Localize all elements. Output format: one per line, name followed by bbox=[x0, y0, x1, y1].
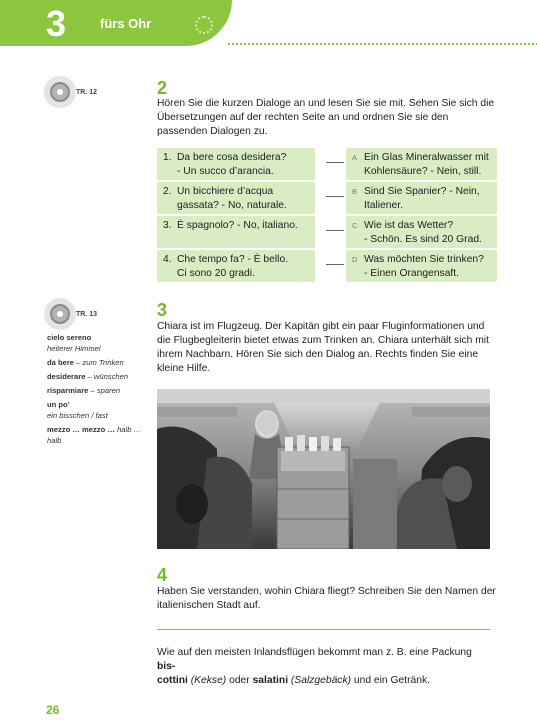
vocab-entry: risparmiare – sparen bbox=[47, 386, 121, 395]
cd-icon[interactable] bbox=[50, 82, 70, 102]
info-note: Wie auf den meisten Inlandsflügen bekommt man z. B. eine Packung bis- cottini (Kekse) oder salatini (Salzgebäck) und ein Getränk. bbox=[157, 647, 472, 686]
track-label: TR. 12 bbox=[76, 89, 98, 96]
dotted-circle-icon bbox=[195, 16, 213, 34]
translation-item: D Was möchten Sie trinken? - Einen Orangensaft. bbox=[346, 250, 497, 282]
dialogue-item: 4. Che tempo fa? - È bello. Ci sono 20 gradi. bbox=[157, 250, 315, 282]
answer-blank[interactable] bbox=[326, 162, 344, 163]
cd-icon[interactable] bbox=[50, 304, 70, 324]
chapter-header bbox=[0, 0, 232, 46]
exercise-number: 3 bbox=[157, 300, 168, 320]
translation-item: A Ein Glas Mineralwasser mit Kohlensäure? - Nein, still. bbox=[346, 148, 497, 180]
translation-item: C Wie ist das Wetter? - Schön. Es sind 20 Grad. bbox=[346, 216, 497, 248]
dialogue-item: 2. Un bicchiere d’acqua gassata? - No, naturale. bbox=[157, 182, 315, 214]
answer-blank[interactable] bbox=[326, 230, 344, 231]
page-number: 26 bbox=[46, 703, 60, 717]
translation-item: B Sind Sie Spanier? - Nein, Italiener. bbox=[346, 182, 497, 214]
exercise-instruction: Hören Sie die kurzen Dialoge an und lesen Sie sie mit. Sehen Sie sich die Übersetzungen auf der rechten Seite an und ordnen Sie sie den passenden Dialogen zu. bbox=[157, 98, 495, 137]
vocab-box bbox=[47, 332, 147, 446]
exercise-text: Chiara ist im Flugzeug. Der Kapitän gibt ein paar Fluginformationen und die Flugbegleiterin bietet etwas zum Trinken an. Chiara unterhält sich mit ihrem Nachbarn. Hören Sie sich den Dialog an. Rechts finden Sie eine kleine Hilfe. bbox=[157, 321, 489, 374]
header-dotted-line bbox=[228, 43, 537, 45]
airplane-cabin-photo bbox=[157, 389, 490, 549]
vocab-entry: desiderare – wünschen bbox=[47, 372, 129, 381]
vocab-entry: cielo sereno heiterer Himmel bbox=[47, 333, 101, 353]
vocab-entry: mezzo … mezzo … halb … halb bbox=[47, 425, 142, 445]
dialogue-item: 3. È spagnolo? - No, italiano. bbox=[157, 216, 315, 248]
chapter-title: fürs Ohr bbox=[100, 16, 152, 31]
exercise-text: Haben Sie verstanden, wohin Chiara fliegt? Schreiben Sie den Namen der italienischen Stadt auf. bbox=[157, 586, 496, 611]
vocab-entry: da bere – zum Trinken bbox=[47, 358, 124, 367]
track-label: TR. 13 bbox=[76, 311, 98, 318]
dialogue-item: 1. Da bere cosa desidera? - Un succo d’arancia. bbox=[157, 148, 315, 180]
divider bbox=[157, 629, 490, 630]
vocab-entry: un po’ ein bisschen / fast bbox=[47, 400, 108, 420]
exercise-number: 2 bbox=[157, 78, 168, 98]
chapter-number: 3 bbox=[46, 3, 67, 44]
exercise-number: 4 bbox=[157, 565, 168, 585]
photo-illustration bbox=[157, 389, 490, 549]
answer-blank[interactable] bbox=[326, 264, 344, 265]
answer-blank[interactable] bbox=[326, 196, 344, 197]
